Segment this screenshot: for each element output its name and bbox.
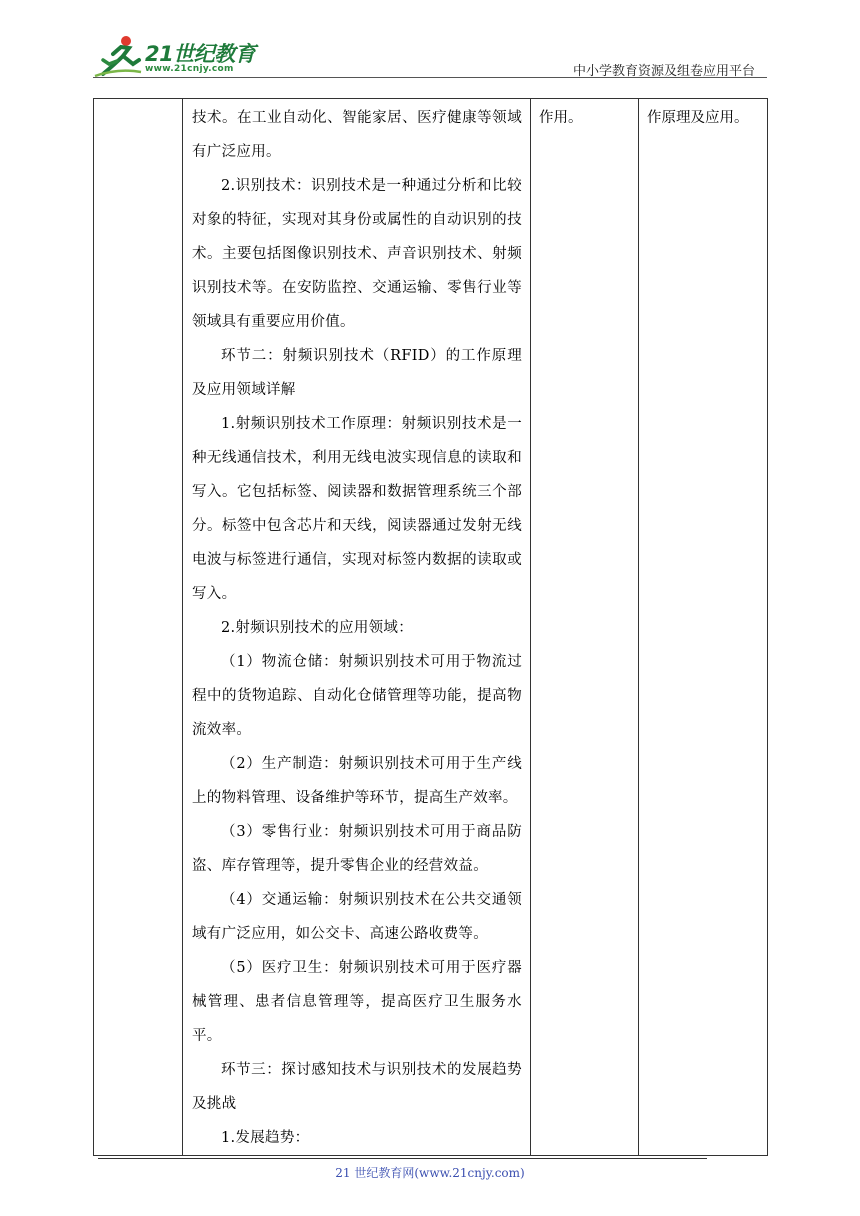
content-paragraph: 1.发展趋势： (221, 1130, 310, 1146)
platform-title: 中小学教育资源及组卷应用平台 (572, 64, 755, 79)
logo-url: www.21cnjy.com (145, 64, 234, 74)
table-cell-stage (94, 99, 183, 1156)
content-paragraph: 2.射频识别技术的应用领域： (221, 620, 414, 636)
cell-text: 作用。 (539, 110, 583, 126)
table-row (94, 99, 768, 1156)
page-header (0, 0, 860, 80)
cell-text: 作原理及应用。 (647, 110, 749, 126)
logo (93, 34, 263, 78)
table-cell-student-activity (531, 99, 639, 1156)
content-paragraph: （5）医疗卫生：射频识别技术可用于医疗器械管理、患者信息管理等，提高医疗卫生服务水平。 (192, 960, 522, 1044)
header-divider (93, 77, 767, 78)
logo-text: 21世纪教育 (145, 42, 256, 66)
content-paragraph: 技术。在工业自动化、智能家居、医疗健康等领域有广泛应用。 (192, 110, 522, 160)
content-paragraph: 1.射频识别技术工作原理：射频识别技术是一种无线通信技术，利用无线电波实现信息的读取和写入。它包括标签、阅读器和数据管理系统三个部分。标签中包含芯片和天线，阅读器通过发射无线电波与标签进行通信，实现对标签内数据的读取或写入。 (192, 416, 522, 602)
content-paragraph: （3）零售行业：射频识别技术可用于商品防盗、库存管理等，提升零售企业的经营效益。 (192, 824, 522, 874)
table-cell-content (183, 99, 531, 1156)
content-paragraph: 环节三：探讨感知技术与识别技术的发展趋势及挑战 (192, 1062, 522, 1112)
content-paragraph: （2）生产制造：射频识别技术可用于生产线上的物料管理、设备维护等环节，提高生产效率。 (192, 756, 522, 806)
footer-divider (98, 1158, 707, 1159)
runner-logo-icon (93, 34, 143, 78)
footer-text: 21 世纪教育网(www.21cnjy.com) (335, 1166, 525, 1180)
content-paragraphs (192, 101, 522, 1155)
table-cell-design-intent (639, 99, 768, 1156)
content-paragraph: 环节二：射频识别技术（RFID）的工作原理及应用领域详解 (192, 348, 522, 398)
content-paragraph: 2.识别技术：识别技术是一种通过分析和比较对象的特征，实现对其身份或属性的自动识别的技术。主要包括图像识别技术、声音识别技术、射频识别技术等。在安防监控、交通运输、零售行业等领域具有重要应用价值。 (192, 178, 522, 330)
content-paragraph: （1）物流仓储：射频识别技术可用于物流过程中的货物追踪、自动化仓储管理等功能，提高物流效率。 (192, 654, 522, 738)
lesson-table (93, 98, 768, 1156)
content-paragraph: （4）交通运输：射频识别技术在公共交通领域有广泛应用，如公交卡、高速公路收费等。 (192, 892, 522, 942)
